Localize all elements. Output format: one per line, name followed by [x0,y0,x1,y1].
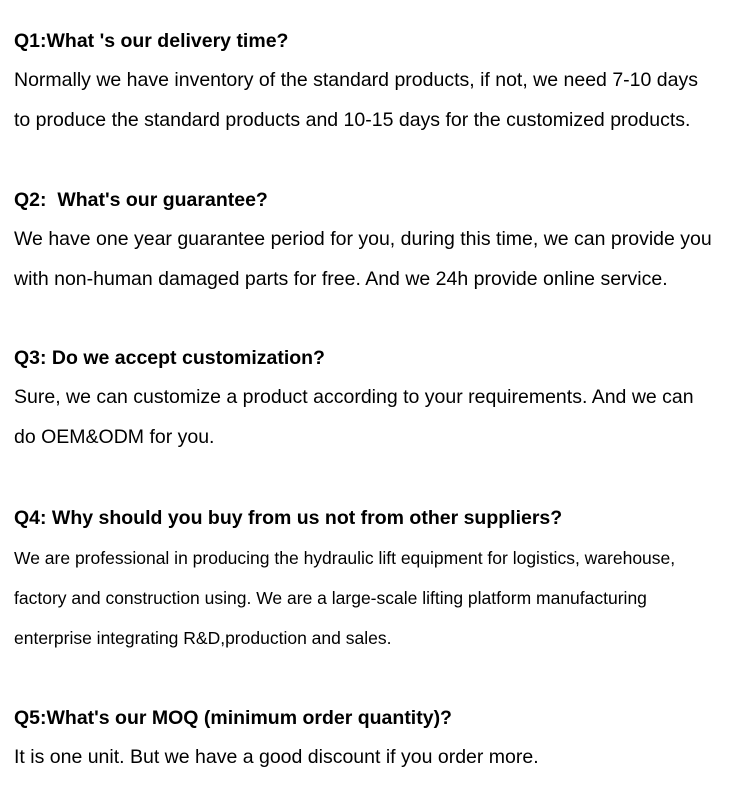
faq-answer-line: to produce the standard products and 10-15 days for the customized products. [14,108,691,131]
faq-answer [14,538,744,658]
faq-question: Q3: Do we accept customization? [14,347,325,369]
faq-answer-line: We are professional in producing the hydraulic lift equipment for logistics, warehouse, [14,548,676,568]
faq-answer-line: do OEM&ODM for you. [14,425,215,448]
faq-answer-line: enterprise integrating R&D,production and sales. [14,628,392,648]
faq-answer-line: It is one unit. But we have a good discount if you order more. [14,746,539,768]
faq-question: Q1:What 's our delivery time? [14,30,289,52]
faq-question: Q4: Why should you buy from us not from other suppliers? [14,507,563,529]
faq-answer [14,378,744,457]
faq-answer-line: We have one year guarantee period for you, during this time, we can provide you [14,228,712,250]
faq-answer-line: Sure, we can customize a product according to your requirements. And we can [14,386,694,408]
faq-answer [14,61,744,140]
faq-answer [14,220,744,299]
faq-question: Q2: What's our guarantee? [14,189,268,211]
faq-item-customization [14,338,744,457]
faq-answer-line: factory and construction using. We are a large-scale lifting platform manufacturing [14,588,647,608]
faq-answer [14,738,744,778]
faq-item-guarantee [14,180,744,299]
faq-item-why-us [14,498,744,658]
faq-answer-line: Normally we have inventory of the standard products, if not, we need 7-10 days [14,69,698,91]
faq-answer-line: with non-human damaged parts for free. And we 24h provide online service. [14,267,668,290]
faq-question: Q5:What's our MOQ (minimum order quantity)? [14,707,452,729]
faq-item-delivery-time [14,21,744,140]
faq-item-moq [14,698,744,778]
